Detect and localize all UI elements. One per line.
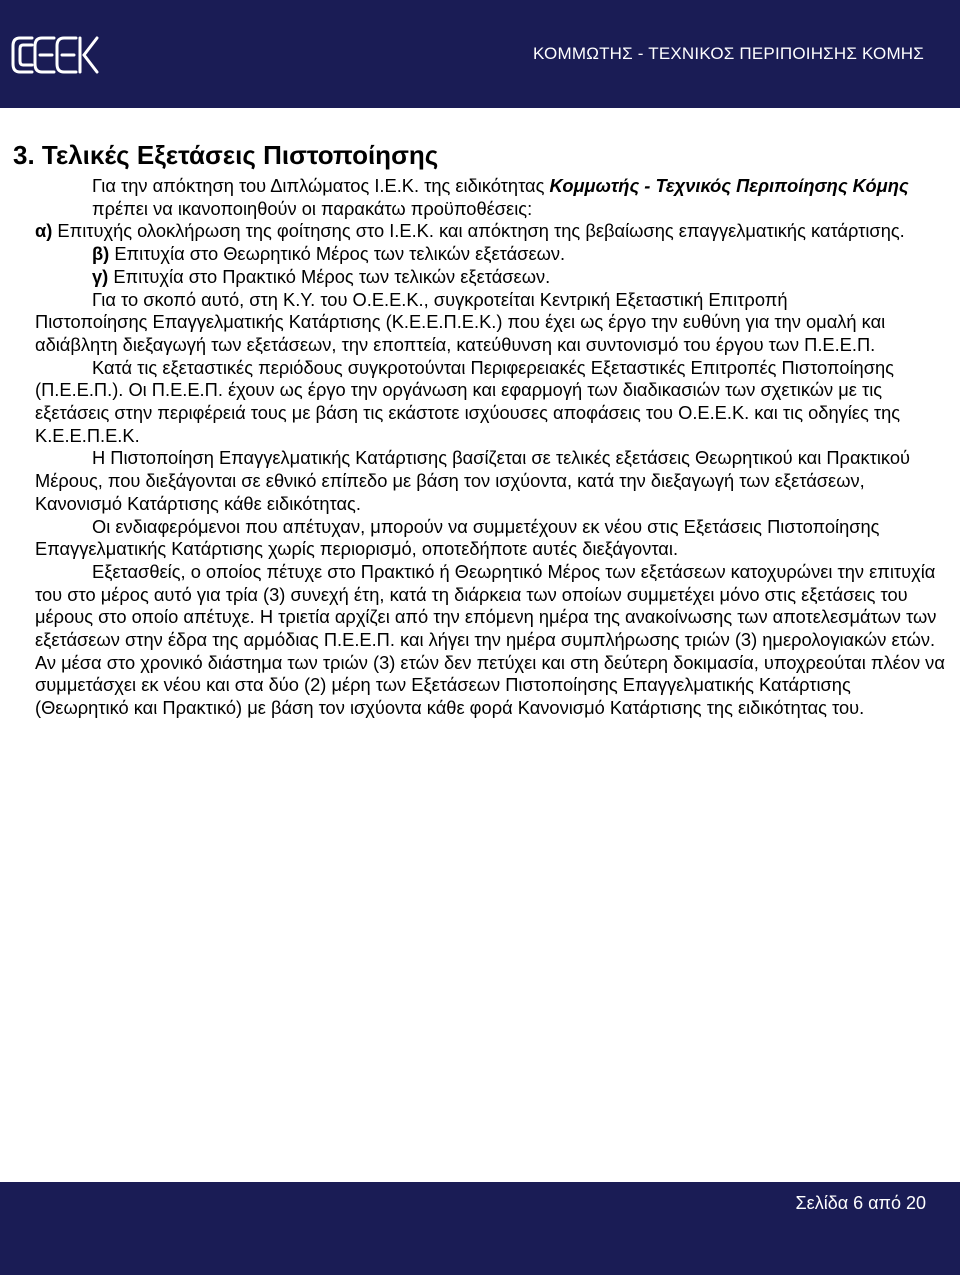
- gamma-text: Επιτυχία στο Πρακτικό Μέρος των τελικών εξετάσεων.: [108, 265, 551, 287]
- paragraph-regional: Κατά τις εξεταστικές περιόδους συγκροτούνται Περιφερειακές Εξεταστικές Επιτροπές Πιστοποίησης (Π.Ε.Ε.Π.). Οι Π.Ε.Ε.Π. έχουν ως έργο την οργάνωση και εφαρμογή των διαδικασιών των σχετικών με τις εξετάσεις στην περιφέρειά τους με βάση τις εκάστοτε ισχύουσες αποφάσεις του Ο.Ε.Ε.Κ. και τις οδηγίες της Κ.Ε.Ε.Π.Ε.Κ.: [35, 356, 901, 446]
- page-number: Σελίδα 6 από 20: [795, 1193, 926, 1213]
- paragraph-certification: Η Πιστοποίηση Επαγγελματικής Κατάρτισης βασίζεται σε τελικές εξετάσεις Θεωρητικού και Πρακτικού Μέρους, που διεξάγονται σε εθνικό επίπεδο με βάση τον ισχύοντα, κατά την διεξαγωγή των εξετάσεων, Κανονισμό Κατάρτισης κάθε ειδικότητας.: [35, 447, 911, 514]
- requirement-beta: [35, 243, 947, 266]
- header-title: ΚΟΜΜΩΤΗΣ - ΤΕΧΝΙΚΟΣ ΠΕΡΙΠΟΙΗΣΗΣ ΚΟΜΗΣ: [533, 44, 924, 63]
- requirement-gamma: [35, 266, 947, 289]
- paragraph-intro: [35, 175, 947, 220]
- ceek-logo: [10, 30, 100, 80]
- document-body: [35, 175, 947, 720]
- intro-text-end: πρέπει να ικανοποιηθούν οι παρακάτω προϋποθέσεις:: [92, 197, 533, 219]
- header-bar: [0, 0, 960, 108]
- beta-label: β): [92, 243, 110, 265]
- paragraph-committee: Πιστοποίησης Επαγγελματικής Κατάρτισης (Κ.Ε.Ε.Π.Ε.Κ.) που έχει ως έργο την ευθύνη για την ομαλή και αδιάβλητη διεξαγωγή των εξετάσεων, την εποπτεία, κατεύθυνση και συντονισμό του έργου των Π.Ε.Ε.Π.: [35, 311, 886, 355]
- section-title: 3. Τελικές Εξετάσεις Πιστοποίησης: [13, 140, 439, 170]
- requirement-alpha: [35, 220, 947, 243]
- paragraph-committee-intro: Για το σκοπό αυτό, στη Κ.Υ. του Ο.Ε.Ε.Κ., συγκροτείται Κεντρική Εξεταστική Επιτροπή: [92, 288, 788, 310]
- alpha-text: Επιτυχής ολοκλήρωση της φοίτησης στο Ι.Ε.Κ. και απόκτηση της βεβαίωσης επαγγελματικής κατάρτισης.: [52, 220, 905, 242]
- intro-text: Για την απόκτηση του Διπλώματος Ι.Ε.Κ. της ειδικότητας: [92, 175, 550, 196]
- beta-text: Επιτυχία στο Θεωρητικό Μέρος των τελικών εξετάσεων.: [109, 243, 566, 265]
- gamma-label: γ): [92, 265, 109, 287]
- paragraph-examinee: Εξετασθείς, ο οποίος πέτυχε στο Πρακτικό ή Θεωρητικό Μέρος των εξετάσεων κατοχυρώνει την επιτυχία του στο μέρος αυτό για τρία (3) συνεχή έτη, κατά τη διάρκεια των οποίων συμμετέχει μόνο στις εξετάσεις του μέρους στο οποίο απέτυχε. Η τριετία αρχίζει από την επόμενη ημέρα της ανακοίνωσης των αποτελεσμάτων των εξετάσεων στην έδρα της αρμόδιας Π.Ε.Ε.Π. και λήγει την ημέρα συμπλήρωσης τριών (3) ημερολογιακών ετών. Αν μέσα στο χρονικό διάστημα των τριών (3) ετών δεν πετύχει και στη δεύτερη δοκιμασία, υποχρεούται πλέον να συμμετάσχει εκ νέου και στα δύο (2) μέρη των Εξετάσεων Πιστοποίησης Επαγγελματικής Κατάρτισης (Θεωρητικό και Πρακτικό) με βάση τον ισχύοντα κάθε φορά Κανονισμό Κατάρτισης της ειδικότητας του.: [35, 560, 945, 719]
- paragraph-failed: Οι ενδιαφερόμενοι που απέτυχαν, μπορούν να συμμετέχουν εκ νέου στις Εξετάσεις Πιστοποίησης Επαγγελματικής Κατάρτισης χωρίς περιορισμό, οποτεδήποτε αυτές διεξάγονται.: [35, 515, 880, 560]
- alpha-label: α): [35, 220, 53, 242]
- specialty-name: Κομμωτής - Τεχνικός Περιποίησης Κόμης: [549, 175, 909, 196]
